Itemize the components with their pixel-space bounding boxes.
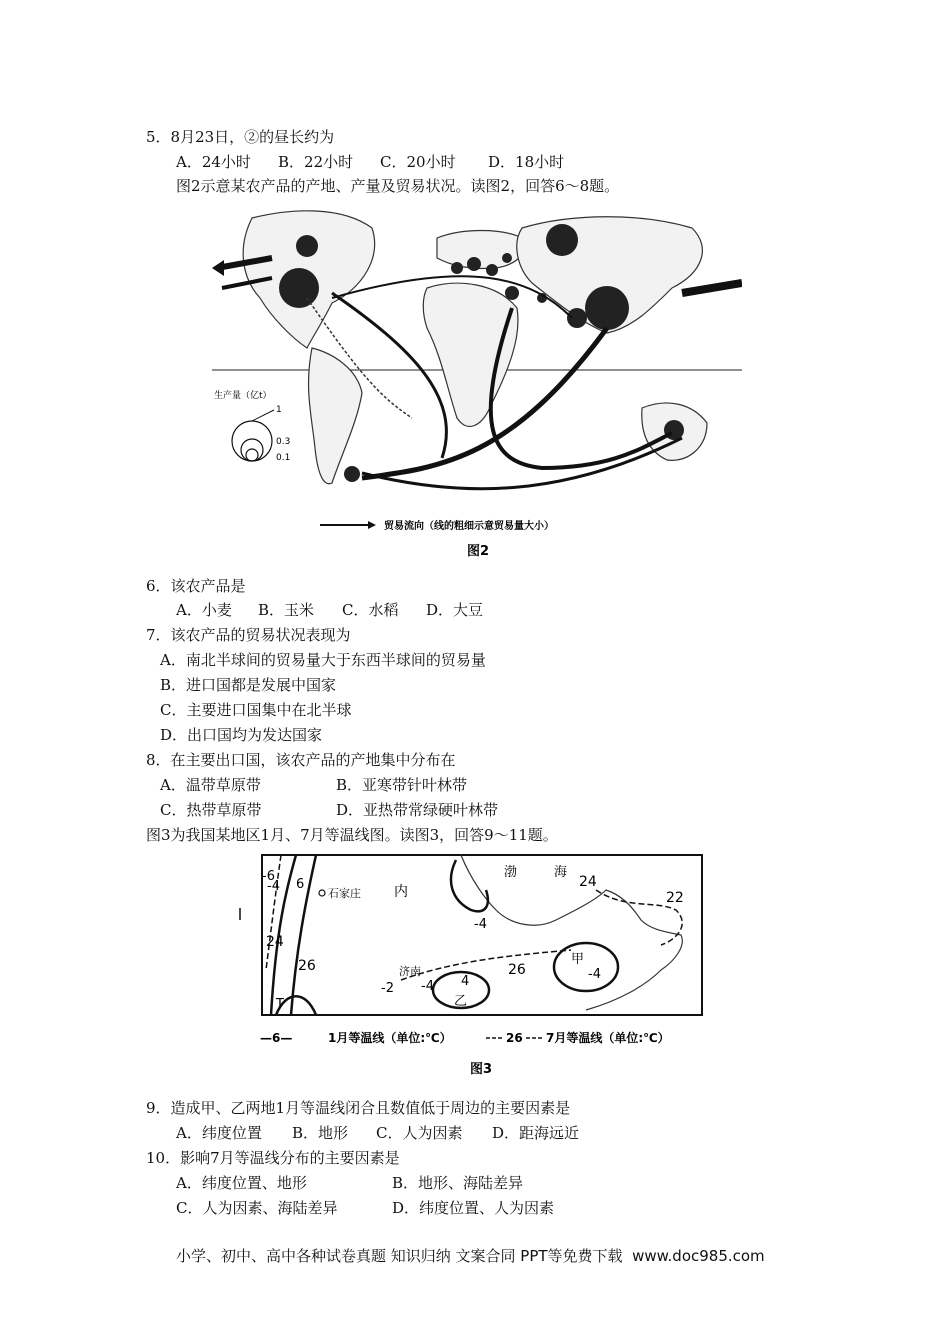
q9-option-d: D．距海远近 [492, 1124, 580, 1142]
figure-2-world-map [212, 198, 742, 564]
q6-option-d: D．大豆 [426, 601, 484, 619]
fig3-legend-jan: 1月等温线（单位:℃） [328, 1031, 452, 1045]
q7-option-b: B．进口国都是发展中国家 [160, 676, 337, 694]
q8-option-a: A．温带草原带 [160, 776, 261, 794]
fig3-iso-10: 4 [461, 974, 470, 989]
fig3-iso-0: -4 [267, 879, 280, 894]
q10-option-b: B．地形、海陆差异 [392, 1174, 524, 1192]
q5-option-c: C．20小时 [380, 153, 456, 171]
q9-option-a: A．纬度位置 [176, 1124, 262, 1142]
fig3-label-t: T [276, 997, 284, 1012]
intro-fig3: 图3为我国某地区1月、7月等温线图。读图3，回答9～11题。 [146, 826, 558, 844]
q8-option-c: C．热带草原带 [160, 801, 262, 819]
q9-stem: 9．造成甲、乙两地1月等温线闭合且数值低于周边的主要因素是 [146, 1099, 571, 1117]
q10-stem: 10．影响7月等温线分布的主要因素是 [146, 1149, 400, 1167]
q10-option-a: A．纬度位置、地形 [176, 1174, 307, 1192]
fig3-label-nei: 内 [394, 884, 408, 900]
fig3-iso-7: 24 [579, 874, 597, 890]
fig3-label-jia: 甲 [571, 952, 585, 967]
fig3-iso-12: -4 [421, 979, 434, 994]
q8-option-d: D．亚热带常绿硬叶林带 [336, 801, 499, 819]
q7-option-c: C．主要进口国集中在北半球 [160, 701, 352, 719]
q9-option-b: B．地形 [292, 1124, 349, 1142]
fig3-label-hai: 海 [554, 865, 568, 880]
q5-option-d: D．18小时 [488, 153, 565, 171]
fig3-label-bo: 渤 [504, 865, 518, 880]
q7-stem: 7．该农产品的贸易状况表现为 [146, 626, 351, 644]
figure-3-isotherm-map [236, 850, 706, 1082]
fig3-iso-9: -4 [588, 967, 601, 982]
q8-stem: 8．在主要出口国，该农产品的产地集中分布在 [146, 751, 456, 769]
fig3-label-yi: 乙 [454, 994, 468, 1009]
q6-option-c: C．水稻 [342, 601, 399, 619]
fig3-label-shijiazhuang: 石家庄 [328, 887, 361, 900]
q7-option-a: A．南北半球间的贸易量大于东西半球间的贸易量 [160, 651, 486, 669]
fig3-label-jinan: 济南 [399, 965, 421, 978]
fig2-legend-1: 1 [276, 405, 282, 415]
q6-option-a: A．小麦 [176, 601, 232, 619]
fig3-iso-2: 6 [296, 877, 305, 892]
q9-option-c: C．人为因素 [376, 1124, 463, 1142]
fig3-caption: 图3 [470, 1062, 493, 1077]
fig2-trade-legend: 贸易流向（线的粗细示意贸易量大小） [384, 521, 554, 532]
fig3-iso-1: -6 [262, 869, 275, 884]
fig3-legend-jul: 7月等温线（单位:℃） [546, 1031, 670, 1045]
footer-text[interactable]: 小学、初中、高中各种试卷真题 知识归纳 文案合同 PPT等免费下载 www.doc985.com [176, 1247, 765, 1265]
fig3-legend-jul-num: 26 [506, 1031, 523, 1045]
fig3-iso-4: 26 [298, 958, 316, 974]
fig2-legend-title: 生产量（亿t） [214, 391, 272, 401]
fig2-legend-03: 0.3 [276, 437, 291, 447]
fig2-legend-01: 0.1 [276, 453, 291, 463]
q5-option-a: A．24小时 [176, 153, 251, 171]
q5-stem: 5．8月23日，②的昼长约为 [146, 128, 335, 146]
q10-option-d: D．纬度位置、人为因素 [392, 1199, 555, 1217]
q6-option-b: B．玉米 [258, 601, 315, 619]
fig3-iso-8: 22 [666, 890, 684, 906]
q8-option-b: B．亚寒带针叶林带 [336, 776, 468, 794]
q7-option-d: D．出口国均为发达国家 [160, 726, 323, 744]
fig3-iso-6: 26 [508, 962, 526, 978]
intro-fig2: 图2示意某农产品的产地、产量及贸易状况。读图2，回答6～8题。 [176, 177, 620, 195]
fig2-caption: 图2 [467, 544, 490, 559]
q10-option-c: C．人为因素、海陆差异 [176, 1199, 338, 1217]
q5-option-b: B．22小时 [278, 153, 354, 171]
fig3-iso-11: -2 [381, 981, 394, 996]
fig3-legend-jan-symbol: —6— [260, 1031, 293, 1045]
fig3-iso-5: -4 [474, 917, 487, 932]
fig3-iso-3: 24 [266, 934, 284, 950]
q6-stem: 6．该农产品是 [146, 577, 246, 595]
